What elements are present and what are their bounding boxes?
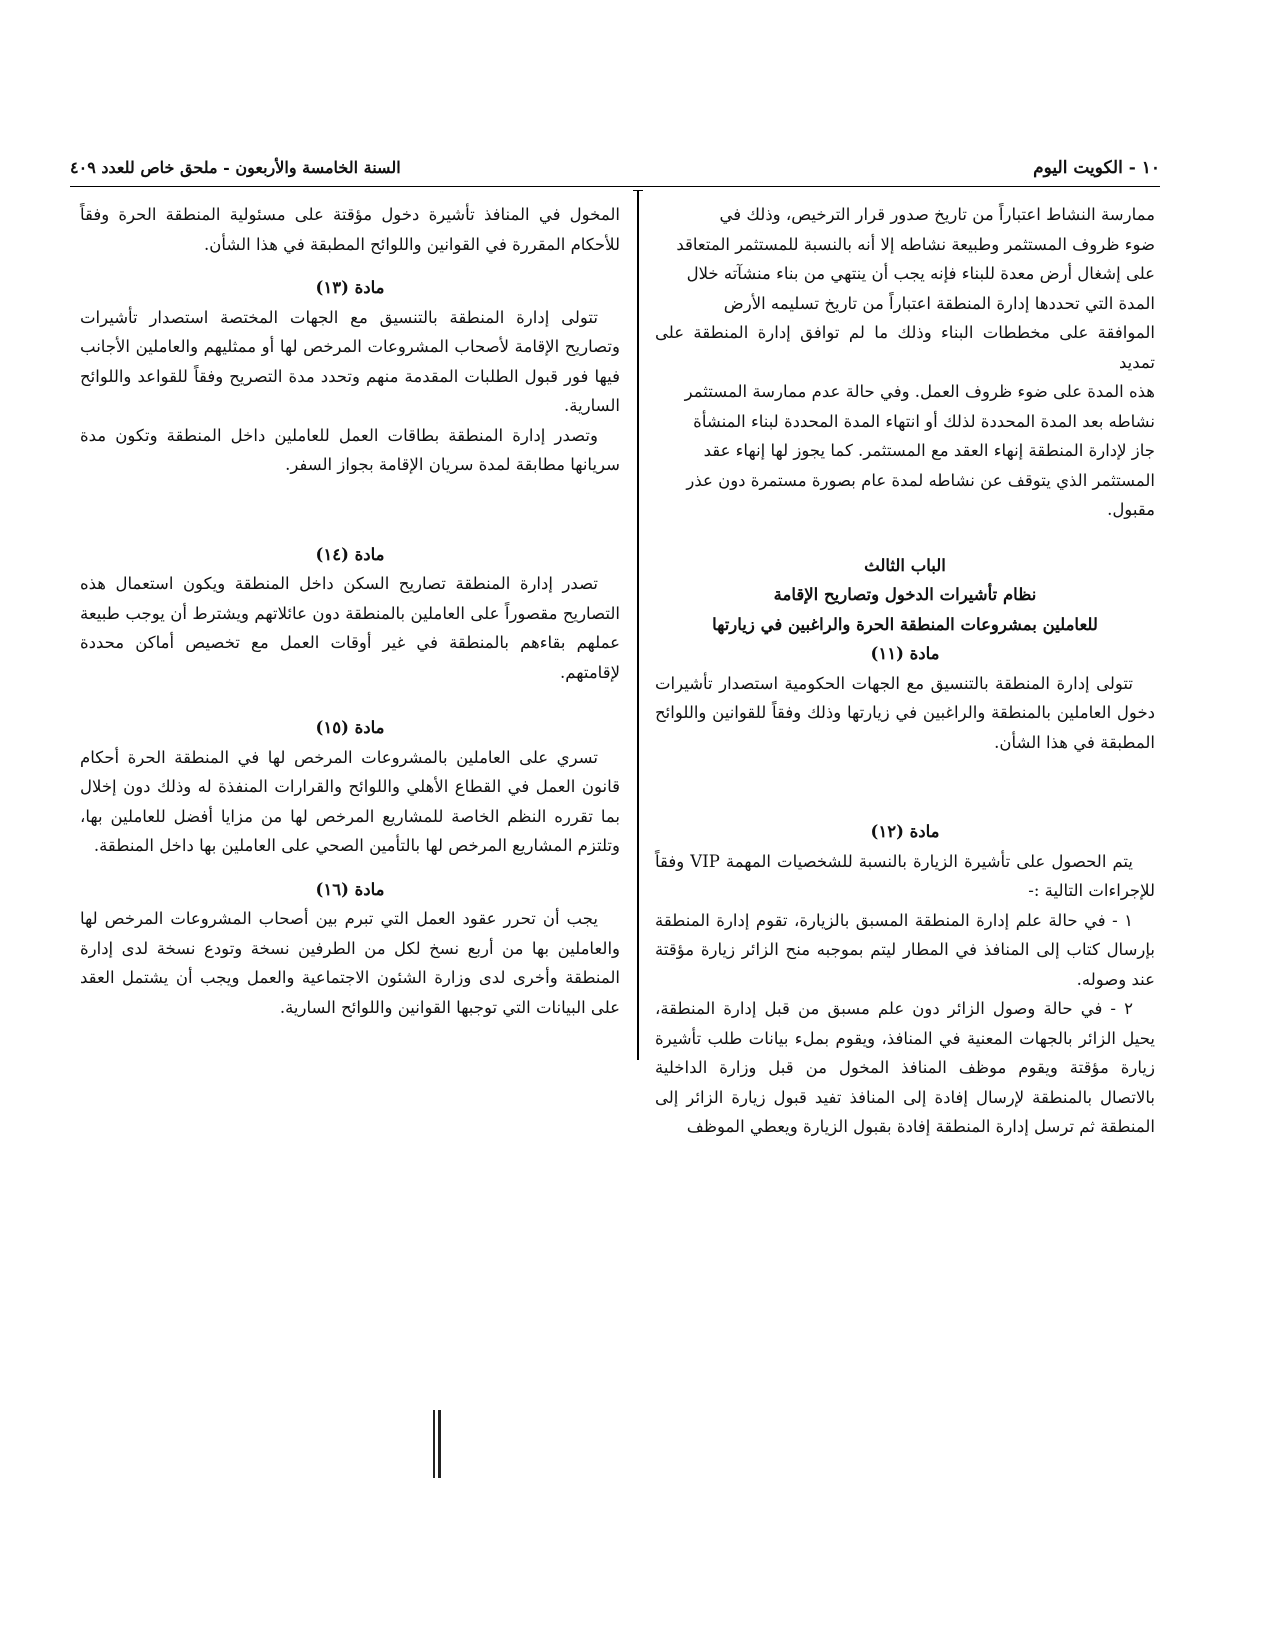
scan-mark-bar	[433, 1410, 435, 1478]
right-column	[655, 200, 1155, 1142]
article-heading: مادة (١٤)	[315, 544, 385, 564]
text-line: ممارسة النشاط اعتباراً من تاريخ صدور قرار الترخيص، وذلك في	[719, 205, 1155, 224]
text-line: على إشغال أرض معدة للبناء فإنه يجب أن ينتهي من بناء منشآته خلال	[686, 264, 1155, 283]
chapter-subtitle: للعاملين بمشروعات المنطقة الحرة والراغبين في زيارتها	[712, 614, 1098, 634]
text-line: نشاطه بعد المدة المحددة لذلك أو انتهاء المدة المحددة لبناء المنشأة	[693, 411, 1155, 431]
article-text: تسري على العاملين بالمشروعات المرخص لها في المنطقة الحرة أحكام قانون العمل في القطاع الأهلي واللوائح والقرارات المنفذة له وذلك دون إخلال بما تقرره النظم الخاصة للمشاريع المرخص لها من مزايا أفضل للعاملين بها، وتلتزم المشاريع المرخص لها بالتأمين الصحي على العاملين بها داخل المنطقة.	[80, 747, 620, 855]
article-text: يتم الحصول على تأشيرة الزيارة بالنسبة للشخصيات المهمة VIP وفقاً للإجراءات التالية :-	[655, 851, 1155, 900]
article-item: ٢ - في حالة وصول الزائر دون علم مسبق من قبل إدارة المنطقة، يحيل الزائر بالجهات المعنية في المنافذ، ويقوم بملء بيانات طلب تأشيرة زيارة مؤقتة ويقوم موظف المنافذ المخول من قبل وزارة الداخلية بالاتصال بالمنطقة لإرسال إفادة إلى المنافذ تفيد قبول زيارة الزائر إلى المنطقة ثم ترسل إدارة المنطقة إفادة بقبول الزيارة ويعطي الموظف	[655, 999, 1155, 1136]
article-heading: مادة (١١)	[870, 644, 940, 663]
text-line: المدة التي تحددها إدارة المنطقة اعتباراً من تاريخ تسليمه الأرض	[723, 293, 1155, 313]
article-item: ١ - في حالة علم إدارة المنطقة المسبق بالزيارة، تقوم إدارة المنطقة بإرسال كتاب إلى المنافذ في المطار ليتم بموجبه منح الزائر زيارة مؤقتة عند وصوله.	[655, 910, 1155, 989]
issue-info: السنة الخامسة والأربعون - ملحق خاص للعدد ٤٠٩	[70, 158, 401, 177]
page-number-newspaper-title: ١٠ - الكويت اليوم	[1033, 158, 1160, 178]
article-text: يجب أن تحرر عقود العمل التي تبرم بين أصحاب المشروعات المرخص لها والعاملين بها من أربع نسخ لكل من الطرفين نسخة وتودع نسخة لدى إدارة المنطقة وأخرى لدى وزارة الشئون الاجتماعية والعمل ويجب أن يشتمل العقد على البيانات التي توجبها القوانين واللوائح السارية.	[80, 909, 620, 1017]
page-header	[70, 158, 1160, 184]
article-heading: مادة (١٦)	[315, 879, 385, 899]
text-line: مقبول.	[1107, 500, 1155, 519]
header-rule	[70, 186, 1160, 187]
article-text: المخول في المنافذ تأشيرة دخول مؤقتة على مسئولية المنطقة الحرة وفقاً للأحكام المقررة في القوانين واللوائح المطبقة في هذا الشأن.	[80, 205, 620, 254]
article-heading: مادة (١٣)	[315, 278, 385, 297]
article-text: تتولى إدارة المنطقة بالتنسيق مع الجهات المختصة استصدار تأشيرات وتصاريح الإقامة لأصحاب المشروعات المرخص لها أو ممثليهم والعاملين الأجانب فيها فور قبول الطلبات المقدمة منهم وتحدد مدة التصريح وفقاً للقواعد واللوائح السارية.	[80, 307, 620, 415]
article-text: وتصدر إدارة المنطقة بطاقات العمل للعاملين داخل المنطقة وتكون مدة سريانها مطابقة لمدة سريان الإقامة بجواز السفر.	[80, 425, 620, 474]
article-heading: مادة (١٥)	[315, 718, 385, 737]
article-text: تتولى إدارة المنطقة بالتنسيق مع الجهات الحكومية استصدار تأشيرات دخول العاملين بالمنطقة والراغبين في زيارتها وذلك وفقاً للقوانين واللوائح المطبقة في هذا الشأن.	[655, 673, 1155, 752]
article-heading: مادة (١٢)	[870, 822, 940, 841]
column-divider	[637, 190, 639, 1060]
left-column	[80, 200, 620, 1022]
article-text: تصدر إدارة المنطقة تصاريح السكن داخل المنطقة ويكون استعمال هذه التصاريح مقصوراً على العاملين بالمنطقة دون عائلاتهم ويشترط أن يوجب طبيعة عملهم بقاءهم بالمنطقة في غير أوقات العمل مع تخصيص أماكن محددة لإقامتهم.	[80, 574, 620, 682]
text-line: ضوء ظروف المستثمر وطبيعة نشاطه إلا أنه بالنسبة للمستثمر المتعاقد	[676, 234, 1155, 254]
chapter-subtitle: نظام تأشيرات الدخول وتصاريح الإقامة	[773, 585, 1037, 604]
text-line: هذه المدة على ضوء ظروف العمل. وفي حالة عدم ممارسة المستثمر	[684, 382, 1155, 401]
scan-mark-bar	[438, 1410, 441, 1478]
text-line: الموافقة على مخططات البناء وذلك ما لم توافق إدارة المنطقة على تمديد	[655, 323, 1155, 372]
scan-mark	[432, 1410, 444, 1478]
text-line: المستثمر الذي يتوقف عن نشاطه لمدة عام بصورة مستمرة دون عذر	[686, 470, 1155, 490]
text-line: جاز لإدارة المنطقة إنهاء العقد مع المستثمر. كما يجوز لها إنهاء عقد	[703, 441, 1155, 460]
chapter-title: الباب الثالث	[864, 555, 946, 575]
